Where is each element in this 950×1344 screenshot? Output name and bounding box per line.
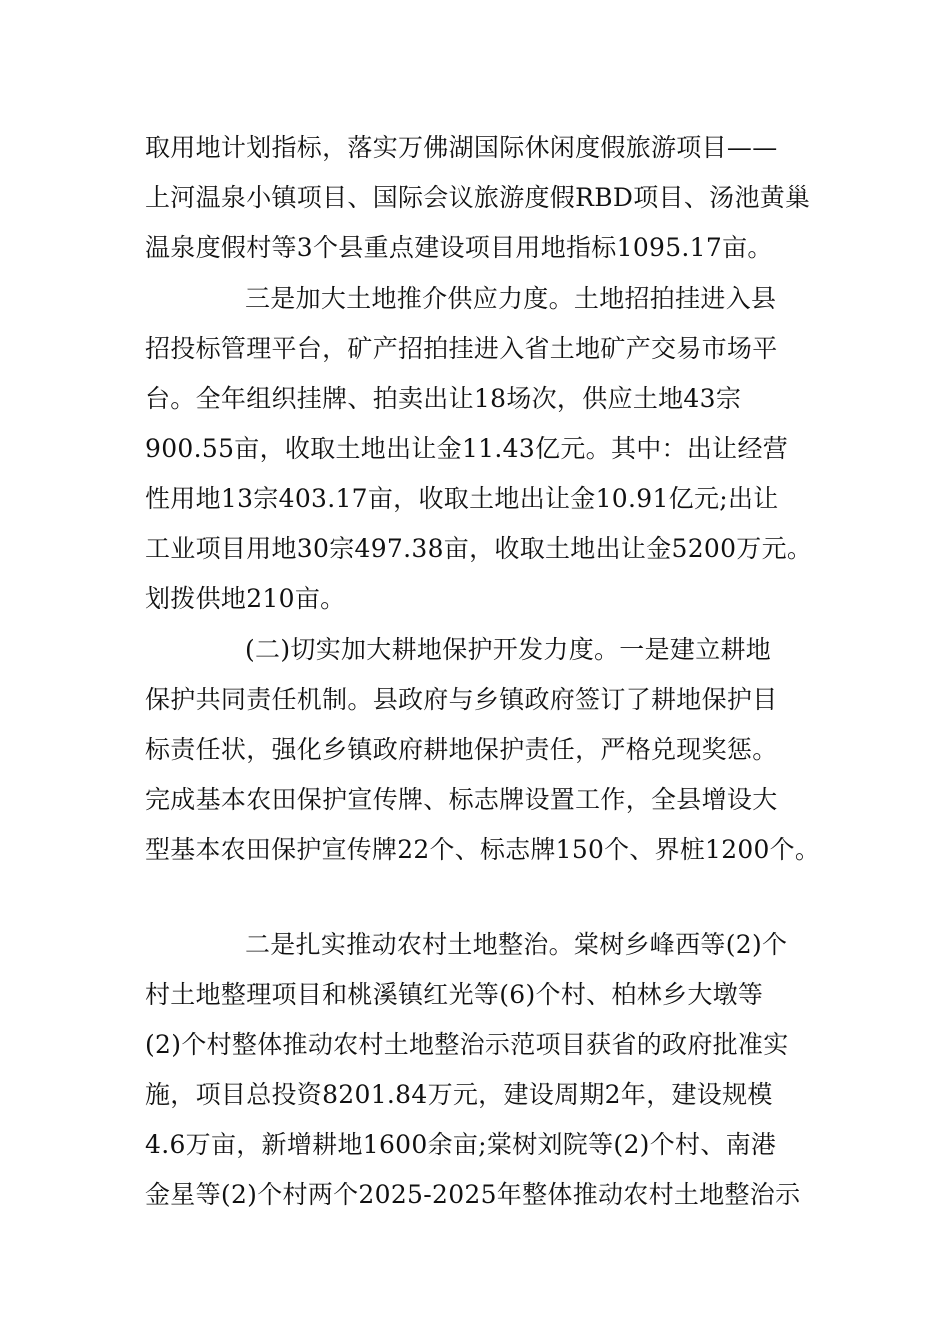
text-line: 工业项目用地30宗497.38亩，收取土地出让金5200万元。 [145, 534, 813, 563]
text-line: 台。全年组织挂牌、拍卖出让18场次，供应土地43宗 [145, 384, 742, 413]
text-line: 上河温泉小镇项目、国际会议旅游度假RBD项目、汤池黄巢 [145, 183, 811, 212]
text-line: 温泉度假村等3个县重点建设项目用地指标1095.17亩。 [145, 233, 773, 262]
text-line: 村土地整理项目和桃溪镇红光等(6)个村、柏林乡大墩等 [145, 980, 764, 1009]
text-line: (2)个村整体推动农村土地整治示范项目获省的政府批准实 [145, 1030, 789, 1059]
paragraph-start-line: 三是加大土地推介供应力度。土地招拍挂进入县 [245, 284, 777, 313]
text-line: 完成基本农田保护宣传牌、标志牌设置工作，全县增设大 [145, 785, 778, 814]
text-line: 取用地计划指标，落实万佛湖国际休闲度假旅游项目—— [145, 133, 778, 162]
paragraph-start-line: 二是扎实推动农村土地整治。棠树乡峰西等(2)个 [245, 930, 788, 959]
paragraph-start-line: (二)切实加大耕地保护开发力度。一是建立耕地 [245, 635, 772, 664]
text-line: 标责任状，强化乡镇政府耕地保护责任，严格兑现奖惩。 [145, 735, 778, 764]
text-line: 金星等(2)个村两个2025-2025年整体推动农村土地整治示 [145, 1180, 801, 1209]
text-line: 保护共同责任机制。县政府与乡镇政府签订了耕地保护目 [145, 685, 778, 714]
text-line: 型基本农田保护宣传牌22个、标志牌150个、界桩1200个。 [145, 835, 821, 864]
text-line: 招投标管理平台，矿产招拍挂进入省土地矿产交易市场平 [145, 334, 778, 363]
text-line: 4.6万亩，新增耕地1600余亩;棠树刘院等(2)个村、南港 [145, 1130, 777, 1159]
text-line: 施，项目总投资8201.84万元，建设周期2年，建设规模 [145, 1080, 773, 1109]
text-line: 900.55亩，收取土地出让金11.43亿元。其中：出让经营 [145, 434, 789, 463]
text-line: 性用地13宗403.17亩，收取土地出让金10.91亿元;出让 [145, 484, 779, 513]
text-line: 划拨供地210亩。 [145, 584, 346, 613]
